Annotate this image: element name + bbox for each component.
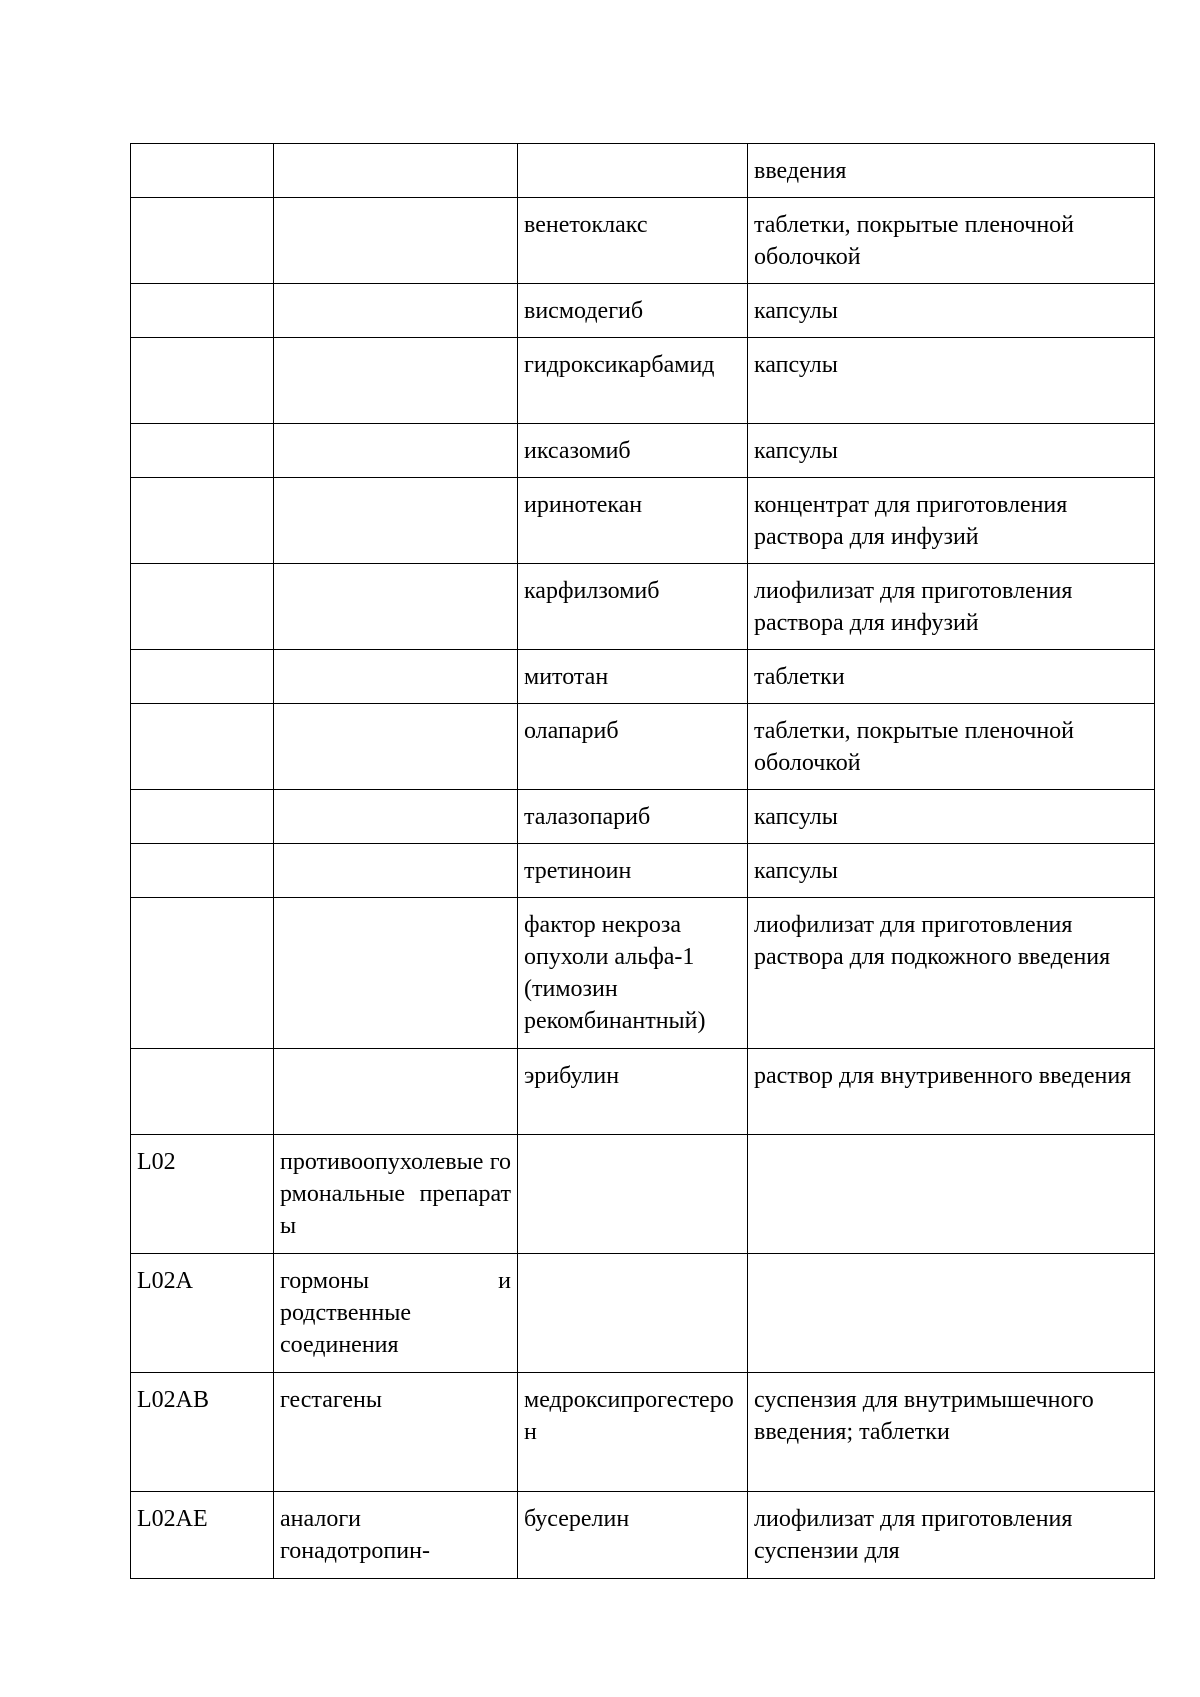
atc-code-cell xyxy=(131,284,274,338)
atc-code-cell xyxy=(131,1049,274,1135)
table-row xyxy=(131,1135,1155,1254)
dosage-form: капсулы xyxy=(754,858,838,884)
drug-name: третиноин xyxy=(524,858,632,884)
dosage-form: таблетки xyxy=(754,664,845,690)
table-row xyxy=(131,1049,1155,1135)
drug-name: венетоклакс xyxy=(524,212,648,238)
atc-code: L02A xyxy=(137,1268,193,1294)
group-cell xyxy=(274,284,518,338)
table-row xyxy=(131,650,1155,704)
atc-code-cell xyxy=(131,790,274,844)
drug-name-cell xyxy=(518,198,748,284)
group-cell xyxy=(274,144,518,198)
drug-name: эрибулин xyxy=(524,1063,620,1089)
dosage-form-cell xyxy=(748,1373,1155,1492)
drug-name-cell xyxy=(518,424,748,478)
dosage-form-cell xyxy=(748,1135,1155,1254)
drug-name-cell xyxy=(518,790,748,844)
atc-code-cell xyxy=(131,1373,274,1492)
atc-group: гормоны и родственные соединения xyxy=(280,1268,511,1358)
table-row xyxy=(131,424,1155,478)
atc-code: L02 xyxy=(137,1149,176,1175)
drug-name-cell xyxy=(518,898,748,1049)
table-row xyxy=(131,844,1155,898)
drug-table xyxy=(130,143,1155,1579)
atc-group: аналоги гонадотропин- xyxy=(280,1506,430,1564)
drug-name: олапариб xyxy=(524,718,619,744)
group-cell xyxy=(274,564,518,650)
dosage-form-cell xyxy=(748,1254,1155,1373)
atc-code-cell xyxy=(131,1254,274,1373)
dosage-form: таблетки, покрытые пленочной оболочкой xyxy=(754,212,1075,270)
dosage-form-cell xyxy=(748,1492,1155,1579)
dosage-form: таблетки, покрытые пленочной оболочкой xyxy=(754,718,1075,776)
drug-name-cell xyxy=(518,650,748,704)
drug-name: карфилзомиб xyxy=(524,578,660,604)
table-row xyxy=(131,564,1155,650)
drug-name-cell xyxy=(518,564,748,650)
dosage-form: лиофилизат для приготовления суспензии для xyxy=(754,1506,1073,1564)
table-row xyxy=(131,198,1155,284)
drug-name-cell xyxy=(518,284,748,338)
drug-name-cell xyxy=(518,1049,748,1135)
table-row xyxy=(131,898,1155,1049)
table-row xyxy=(131,144,1155,198)
dosage-form-cell xyxy=(748,564,1155,650)
table-row xyxy=(131,1492,1155,1579)
atc-code-cell xyxy=(131,478,274,564)
drug-name: талазопариб xyxy=(524,804,651,830)
drug-name: висмодегиб xyxy=(524,298,644,324)
dosage-form-cell xyxy=(748,478,1155,564)
dosage-form-cell xyxy=(748,198,1155,284)
dosage-form: капсулы xyxy=(754,804,838,830)
atc-group: гестагены xyxy=(280,1387,383,1413)
atc-code-cell xyxy=(131,1135,274,1254)
table-row xyxy=(131,338,1155,424)
dosage-form-cell xyxy=(748,144,1155,198)
atc-code: L02AE xyxy=(137,1506,208,1532)
drug-name-cell xyxy=(518,1135,748,1254)
table-row xyxy=(131,1373,1155,1492)
group-cell xyxy=(274,1135,518,1254)
drug-name-cell xyxy=(518,704,748,790)
drug-name-cell xyxy=(518,478,748,564)
drug-name: гидроксикарбамид xyxy=(524,352,715,378)
group-cell xyxy=(274,704,518,790)
drug-name: фактор некроза опухоли альфа-1 (тимозин рекомбинантный) xyxy=(524,912,706,1034)
atc-code-cell xyxy=(131,1492,274,1579)
group-cell xyxy=(274,338,518,424)
group-cell xyxy=(274,650,518,704)
drug-name: бусерелин xyxy=(524,1506,630,1532)
group-cell xyxy=(274,844,518,898)
dosage-form: капсулы xyxy=(754,438,838,464)
group-cell xyxy=(274,1373,518,1492)
dosage-form-cell xyxy=(748,1049,1155,1135)
dosage-form: концентрат для приготовления раствора для инфузий xyxy=(754,492,1068,550)
group-cell xyxy=(274,198,518,284)
dosage-form-cell xyxy=(748,338,1155,424)
dosage-form-cell xyxy=(748,424,1155,478)
table-row xyxy=(131,704,1155,790)
dosage-form-cell xyxy=(748,650,1155,704)
table-row xyxy=(131,284,1155,338)
dosage-form: раствор для внутривенного введения xyxy=(754,1063,1132,1089)
atc-code-cell xyxy=(131,650,274,704)
atc-code-cell xyxy=(131,338,274,424)
group-cell xyxy=(274,1254,518,1373)
atc-code-cell xyxy=(131,898,274,1049)
dosage-form: лиофилизат для приготовления раствора для инфузий xyxy=(754,578,1073,636)
drug-name: медроксипрогестерон xyxy=(524,1387,734,1445)
table-row xyxy=(131,478,1155,564)
drug-name-cell xyxy=(518,844,748,898)
group-cell xyxy=(274,424,518,478)
atc-code-cell xyxy=(131,704,274,790)
table-row xyxy=(131,790,1155,844)
atc-code: L02AB xyxy=(137,1387,209,1413)
drug-name-cell xyxy=(518,338,748,424)
atc-group: противоопухолевые гормональные препараты xyxy=(280,1149,511,1239)
atc-code-cell xyxy=(131,144,274,198)
drug-name-cell xyxy=(518,1254,748,1373)
drug-name: иксазомиб xyxy=(524,438,631,464)
group-cell xyxy=(274,1492,518,1579)
group-cell xyxy=(274,478,518,564)
dosage-form: капсулы xyxy=(754,352,838,378)
atc-code-cell xyxy=(131,424,274,478)
dosage-form: введения xyxy=(754,158,847,184)
drug-name-cell xyxy=(518,1492,748,1579)
dosage-form: суспензия для внутримышечного введения; таблетки xyxy=(754,1387,1094,1445)
drug-name: иринотекан xyxy=(524,492,643,518)
dosage-form-cell xyxy=(748,898,1155,1049)
table-row xyxy=(131,1254,1155,1373)
dosage-form-cell xyxy=(748,790,1155,844)
group-cell xyxy=(274,1049,518,1135)
dosage-form: лиофилизат для приготовления раствора для подкожного введения xyxy=(754,912,1111,970)
drug-name: митотан xyxy=(524,664,609,690)
dosage-form-cell xyxy=(748,284,1155,338)
drug-name-cell xyxy=(518,1373,748,1492)
drug-name-cell xyxy=(518,144,748,198)
dosage-form-cell xyxy=(748,844,1155,898)
dosage-form: капсулы xyxy=(754,298,838,324)
atc-code-cell xyxy=(131,844,274,898)
group-cell xyxy=(274,790,518,844)
atc-code-cell xyxy=(131,564,274,650)
atc-code-cell xyxy=(131,198,274,284)
dosage-form-cell xyxy=(748,704,1155,790)
group-cell xyxy=(274,898,518,1049)
